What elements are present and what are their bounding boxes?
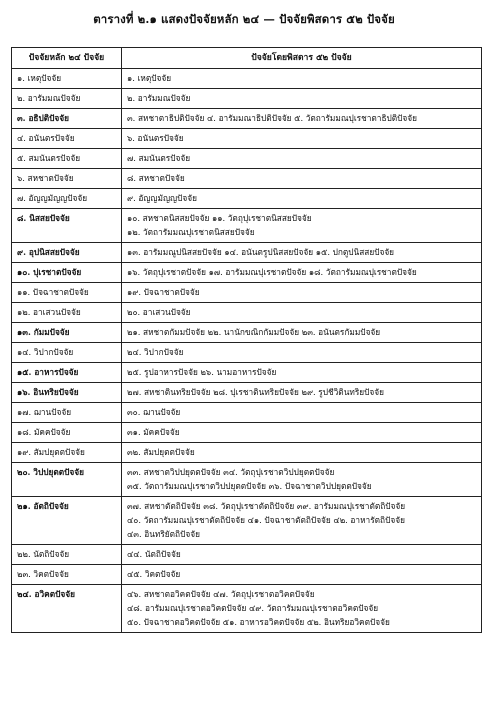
- main-factor-cell: ๒๓. วิคตปัจจัย: [12, 565, 122, 585]
- table-title: ตารางที่ ๒.๑ แสดงปัจจัยหลัก ๒๔ — ปัจจัยพิสดาร ๕๒ ปัจจัย: [93, 12, 395, 26]
- main-factor-cell: ๑. เหตุปัจจัย: [12, 69, 122, 89]
- main-factor-cell: ๑๘. มัคคปัจจัย: [12, 423, 122, 443]
- detailed-factor-line: ๒๕. รูปอาหารปัจจัย ๒๖. นามอาหารปัจจัย: [127, 367, 277, 377]
- detailed-factor-cell: [122, 363, 482, 383]
- main-factor-cell: ๒๒. นัตถิปัจจัย: [12, 545, 122, 565]
- detailed-factor-cell: [122, 423, 482, 443]
- table-row: [12, 585, 482, 633]
- main-factor-cell: ๓. อธิปติปัจจัย: [12, 109, 122, 129]
- detailed-factor-line: ๔๕. วิคตปัจจัย: [127, 569, 181, 579]
- main-factor-cell: ๙. อุปนิสสยปัจจัย: [12, 243, 122, 263]
- detailed-factor-line: ๒. อารัมมณปัจจัย: [127, 93, 191, 103]
- detailed-factor-line: ๑๙. ปัจฉาชาตปัจจัย: [127, 287, 200, 297]
- main-factor-cell: ๑๑. ปัจฉาชาตปัจจัย: [12, 283, 122, 303]
- table-row: [12, 423, 482, 443]
- detailed-factor-line: ๓๐. ฌานปัจจัย: [127, 407, 181, 417]
- main-factor-cell: ๗. อัญญมัญญปัจจัย: [12, 189, 122, 209]
- table-row: [12, 443, 482, 463]
- table-row: [12, 565, 482, 585]
- detailed-factor-line: ๔๔. นัตถิปัจจัย: [127, 549, 181, 559]
- detailed-factor-cell: [122, 303, 482, 323]
- main-factor-cell: ๑๗. ฌานปัจจัย: [12, 403, 122, 423]
- detailed-factor-line: ๓. สหชาตาธิปติปัจจัย ๔. อารัมมณาธิปติปัจจัย ๕. วัตถารัมมณปุเรชาตาธิปติปัจจัย: [127, 113, 418, 123]
- main-factor-cell: ๒๐. วิปปยุตตปัจจัย: [12, 463, 122, 497]
- main-factor-cell: ๕. สมนันตรปัจจัย: [12, 149, 122, 169]
- table-row: [12, 109, 482, 129]
- table-row: [12, 129, 482, 149]
- detailed-factor-line: ๓๓. สหชาตวิปปยุตตปัจจัย ๓๔. วัตถุปุเรชาตวิปปยุตตปัจจัย: [127, 467, 335, 477]
- detailed-factor-line: ๔๓. อินทริยัตถิปัจจัย: [127, 529, 200, 539]
- detailed-factor-cell: [122, 69, 482, 89]
- detailed-factor-cell: [122, 343, 482, 363]
- detailed-factor-cell: [122, 89, 482, 109]
- detailed-factor-cell: [122, 169, 482, 189]
- main-factor-cell: ๑๐. ปุเรชาตปัจจัย: [12, 263, 122, 283]
- detailed-factor-line: ๔๖. สหชาตอวิคตปัจจัย ๔๗. วัตถุปุเรชาตอวิคตปัจจัย: [127, 589, 315, 599]
- detailed-factor-line: ๒๔. วิปากปัจจัย: [127, 347, 184, 357]
- table-row: [12, 545, 482, 565]
- detailed-factor-line: ๘. สหชาตปัจจัย: [127, 173, 185, 183]
- table-row: [12, 189, 482, 209]
- main-factor-cell: ๑๓. กัมมปัจจัย: [12, 323, 122, 343]
- detailed-factor-line: ๑. เหตุปัจจัย: [127, 73, 172, 83]
- header-row: [12, 48, 482, 69]
- main-factor-cell: ๑๙. สัมปยุตตปัจจัย: [12, 443, 122, 463]
- table-row: [12, 303, 482, 323]
- table-row: [12, 497, 482, 545]
- main-factor-cell: ๖. สหชาตปัจจัย: [12, 169, 122, 189]
- detailed-factor-cell: [122, 545, 482, 565]
- table-row: [12, 323, 482, 343]
- detailed-factor-cell: [122, 129, 482, 149]
- table-row: [12, 403, 482, 423]
- detailed-factor-cell: [122, 263, 482, 283]
- table-row: [12, 283, 482, 303]
- detailed-factor-cell: [122, 323, 482, 343]
- detailed-factor-line: ๔๐. วัตถารัมมณปุเรชาตัตถิปัจจัย ๔๑. ปัจฉาชาตัตถิปัจจัย ๔๒. อาหารัตถิปัจจัย: [127, 515, 405, 525]
- main-factor-cell: ๒๑. อัตถิปัจจัย: [12, 497, 122, 545]
- table-row: [12, 383, 482, 403]
- detailed-factor-cell: [122, 565, 482, 585]
- detailed-factor-line: ๑๒. วัตถารัมมณปุเรชาตนิสสยปัจจัย: [127, 227, 255, 237]
- main-factor-cell: ๑๔. วิปากปัจจัย: [12, 343, 122, 363]
- main-factor-cell: ๒. อารัมมณปัจจัย: [12, 89, 122, 109]
- detailed-factor-cell: [122, 463, 482, 497]
- header-main-factors: ปัจจัยหลัก ๒๔ ปัจจัย: [12, 48, 122, 69]
- table-row: [12, 363, 482, 383]
- detailed-factor-line: ๖. อนันตรปัจจัย: [127, 133, 184, 143]
- detailed-factor-line: ๔๘. อารัมมณปุเรชาตอวิคตปัจจัย ๔๙. วัตถารัมมณปุเรชาตอวิคตปัจจัย: [127, 603, 379, 613]
- main-factor-cell: ๑๕. อาหารปัจจัย: [12, 363, 122, 383]
- table-row: [12, 343, 482, 363]
- detailed-factor-cell: [122, 109, 482, 129]
- detailed-factor-line: ๙. อัญญมัญญปัจจัย: [127, 193, 197, 203]
- table-row: [12, 169, 482, 189]
- detailed-factor-cell: [122, 149, 482, 169]
- detailed-factor-line: ๓๑. มัคคปัจจัย: [127, 427, 180, 437]
- detailed-factor-line: ๗. สมนันตรปัจจัย: [127, 153, 191, 163]
- table-row: [12, 243, 482, 263]
- table-row: [12, 69, 482, 89]
- main-factor-cell: ๒๔. อวิคตปัจจัย: [12, 585, 122, 633]
- detailed-factor-line: ๒๑. สหชาตกัมมปัจจัย ๒๒. นานักขณิกกัมมปัจจัย ๒๓. อนันตรกัมมปัจจัย: [127, 327, 381, 337]
- detailed-factor-cell: [122, 209, 482, 243]
- detailed-factor-cell: [122, 497, 482, 545]
- table-row: [12, 209, 482, 243]
- detailed-factor-line: ๑๐. สหชาตนิสสยปัจจัย ๑๑. วัตถุปุเรชาตนิสสยปัจจัย: [127, 213, 312, 223]
- detailed-factor-line: ๑๖. วัตถุปุเรชาตปัจจัย ๑๗. อารัมมณปุเรชาตปัจจัย ๑๘. วัตถารัมมณปุเรชาตปัจจัย: [127, 267, 417, 277]
- table-row: [12, 149, 482, 169]
- table-body: [12, 69, 482, 633]
- header-detailed-factors: ปัจจัยโดยพิสดาร ๕๒ ปัจจัย: [122, 48, 482, 69]
- detailed-factor-line: ๑๓. อารัมมณูปนิสสยปัจจัย ๑๔. อนันตรูปนิสสยปัจจัย ๑๕. ปกตูปนิสสยปัจจัย: [127, 247, 395, 257]
- detailed-factor-line: ๒๐. อาเสวนปัจจัย: [127, 307, 191, 317]
- detailed-factor-line: ๕๐. ปัจฉาชาตอวิคตปัจจัย ๕๑. อาหารอวิคตปัจจัย ๕๒. อินทริยอวิคตปัจจัย: [127, 617, 390, 627]
- main-factor-cell: ๘. นิสสยปัจจัย: [12, 209, 122, 243]
- detailed-factor-line: ๓๒. สัมปยุตตปัจจัย: [127, 447, 195, 457]
- detailed-factor-cell: [122, 189, 482, 209]
- detailed-factor-line: ๒๗. สหชาตินทริยปัจจัย ๒๘. ปุเรชาตินทริยปัจจัย ๒๙. รูปชีวิตินทริยปัจจัย: [127, 387, 385, 397]
- main-factor-cell: ๔. อนันตรปัจจัย: [12, 129, 122, 149]
- table-row: [12, 89, 482, 109]
- table-row: [12, 463, 482, 497]
- detailed-factor-cell: [122, 403, 482, 423]
- factors-table: [11, 47, 482, 633]
- main-factor-cell: ๑๖. อินทริยปัจจัย: [12, 383, 122, 403]
- detailed-factor-cell: [122, 243, 482, 263]
- detailed-factor-cell: [122, 383, 482, 403]
- table-row: [12, 263, 482, 283]
- detailed-factor-cell: [122, 443, 482, 463]
- detailed-factor-line: ๓๕. วัตถารัมมณปุเรชาตวิปปยุตตปัจจัย ๓๖. ปัจฉาชาตวิปปยุตตปัจจัย: [127, 481, 372, 491]
- main-factor-cell: ๑๒. อาเสวนปัจจัย: [12, 303, 122, 323]
- detailed-factor-cell: [122, 585, 482, 633]
- detailed-factor-line: ๓๗. สหชาตัตถิปัจจัย ๓๘. วัตถุปุเรชาตัตถิปัจจัย ๓๙. อารัมมณปุเรชาตัตถิปัจจัย: [127, 501, 406, 511]
- detailed-factor-cell: [122, 283, 482, 303]
